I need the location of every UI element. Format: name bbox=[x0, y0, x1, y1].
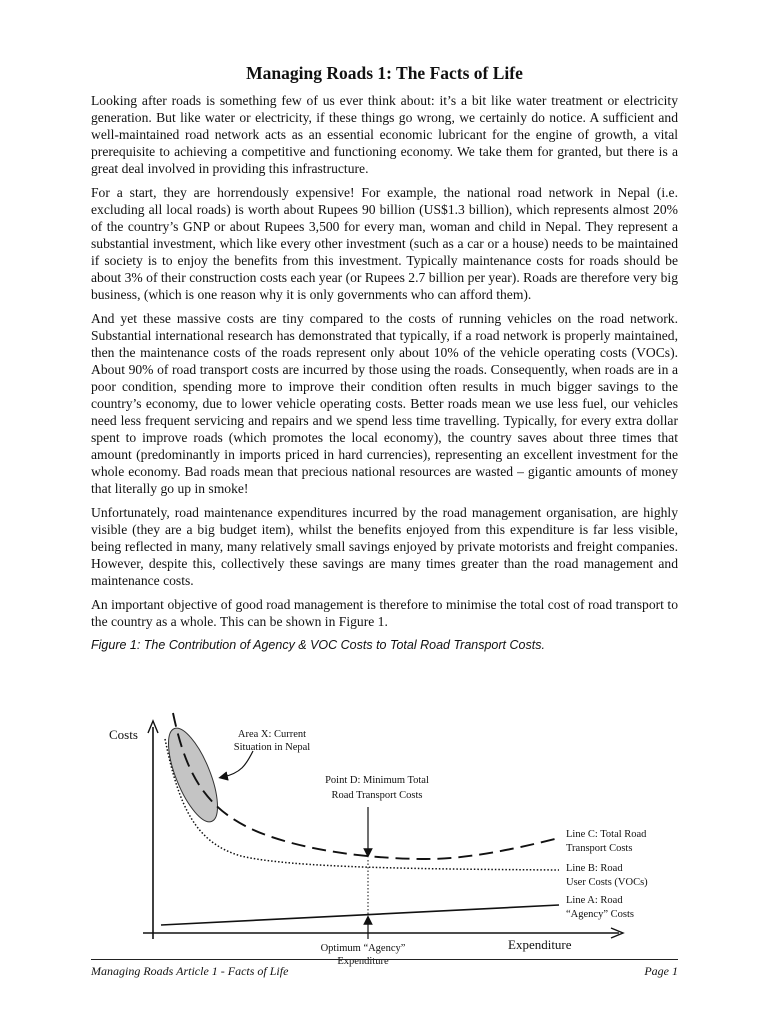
area-x-label-line-2: Situation in Nepal bbox=[233, 742, 311, 753]
optimum-label-line-2: Expenditure bbox=[337, 956, 389, 967]
line-a-label-line-2: “Agency” Costs bbox=[566, 909, 634, 920]
page-number: Page 1 bbox=[644, 964, 678, 978]
paragraph-3: And yet these massive costs are tiny compared to the costs of running vehicles on the road network. Substantial international research has demonstrated that typically, if a road network is properly maintained, then the maintenance costs of the roads represent only about 10% of the vehicle operating costs (VOCs). About 90% of road transport costs are incurred by those using the roads. Consequently, when roads are in a poor condition, spending more to improve their condition often results in much bigger savings to the country’s economy, due to lower vehicle operating costs. Better roads mean we use less fuel, our vehicles need less frequent servicing and repairs and we spend less time travelling. Typically, for every extra dollar spent to improve roads (which promotes the local economy), the country saves about three times that amount (predominantly in imports priced in hard currencies), representing an excellent investment for the whole economy. Bad roads mean that precious national resources are wasted – gigantic amounts of money that literally go up in smoke! bbox=[91, 311, 678, 496]
line-b-label-line-1: Line B: Road bbox=[566, 863, 623, 874]
page-footer bbox=[91, 964, 678, 979]
y-axis-label: Costs bbox=[109, 727, 138, 742]
line-a-line bbox=[161, 905, 559, 925]
line-a-label-line-1: Line A: Road bbox=[566, 895, 623, 906]
footer-divider bbox=[91, 959, 678, 960]
page-title: Managing Roads 1: The Facts of Life bbox=[246, 63, 523, 83]
footer-title: Managing Roads Article 1 - Facts of Life bbox=[91, 964, 289, 978]
line-c-label-line-1: Line C: Total Road bbox=[566, 829, 647, 840]
point-d-label-line-1: Point D: Minimum Total bbox=[325, 775, 429, 786]
figure-caption: Figure 1: The Contribution of Agency & VOC Costs to Total Road Transport Costs. bbox=[91, 638, 545, 652]
line-c-curve bbox=[173, 713, 559, 859]
figure-1 bbox=[91, 713, 678, 965]
cost-curve-diagram bbox=[91, 713, 678, 965]
area-x-pointer-icon bbox=[223, 751, 253, 777]
paragraph-1: Looking after roads is something few of us ever think about: it’s a bit like water treatment or electricity generation. But like water or electricity, if these things go wrong, we certainly do notice. A sufficient and well-maintained road network acts as an essential economic lubricant for the engine of growth, a vital prerequisite to achieving a competitive and functioning economy. We take them for granted, but there is a great deal involved in providing this infrastructure. bbox=[91, 93, 678, 176]
optimum-label-line-1: Optimum “Agency” bbox=[320, 943, 406, 954]
paragraph-2: For a start, they are horrendously expensive! For example, the national road network in Nepal (i.e. excluding all local roads) is worth about Rupees 90 billion (US$1.3 billion), which represents almost 20% of the country’s GNP or about Rupees 3,500 for every man, woman and child in Nepal. They represent a substantial investment, which like every other investment (such as a car or a house) needs to be maintained if society is to enjoy the benefits from this investment. Typically maintenance costs for roads should be about 3% of their construction costs each year (or Rupees 2.7 billion per year). Roads are therefore very big business, (which is one reason why it is only governments who can afford them). bbox=[91, 185, 678, 302]
paragraph-4: Unfortunately, road maintenance expenditures incurred by the road management organisation, are highly visible (they are a big budget item), whilst the benefits enjoyed from this expenditure is far less visible, being reflected in many, many relatively small savings enjoyed by private motorists and freight companies. However, despite this, collectively these savings are many times greater than the road management and maintenance costs. bbox=[91, 505, 678, 588]
x-axis-label: Expenditure bbox=[508, 937, 572, 952]
area-x-label-line-1: Area X: Current bbox=[237, 729, 307, 740]
paragraph-5: An important objective of good road management is therefore to minimise the total cost of road transport to the country as a whole. This can be shown in Figure 1. bbox=[91, 597, 678, 629]
point-d-label-line-2: Road Transport Costs bbox=[331, 790, 423, 801]
document-page bbox=[91, 62, 678, 654]
line-b-label-line-2: User Costs (VOCs) bbox=[566, 877, 648, 888]
line-c-label-line-2: Transport Costs bbox=[566, 843, 633, 854]
